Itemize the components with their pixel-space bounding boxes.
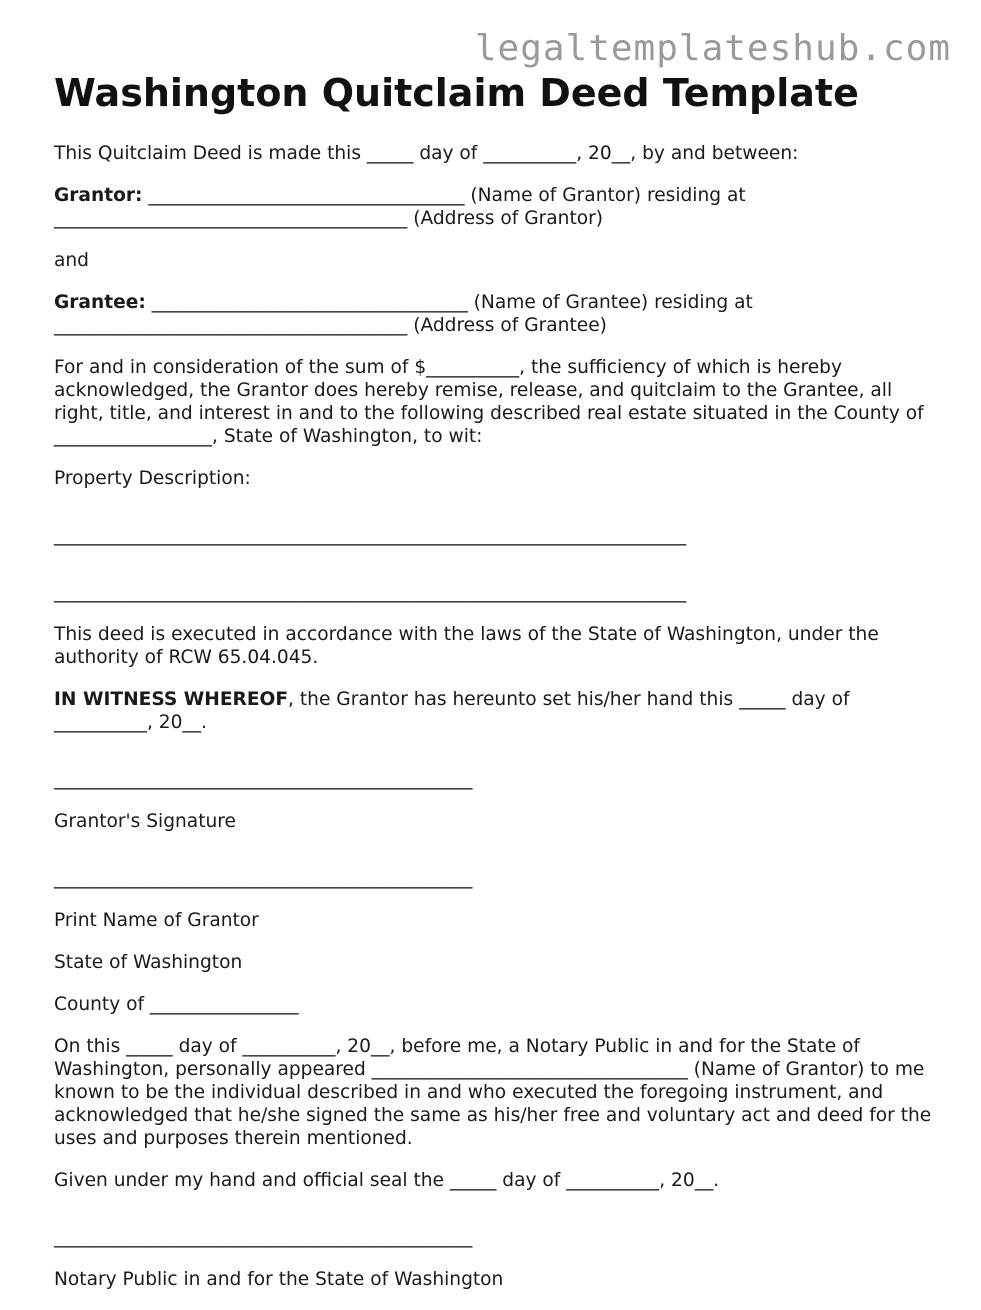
property-description-line: ____________________________________________________________________: [54, 582, 687, 603]
notary-paragraph: On this _____ day of __________, 20__, before me, a Notary Public in and for the State of Washington, personally appeared __________________________________ (Name of Grantor) to me known to be the individual described in and who executed the foregoing instrument, and acknowledged that he/she signed the same as his/her free and voluntary act and deed for the uses and purposes therein mentioned.: [54, 1036, 932, 1149]
document-title: Washington Quitclaim Deed Template: [54, 71, 859, 115]
intro-paragraph: This Quitclaim Deed is made this _____ day of __________, 20__, by and between:: [54, 143, 799, 164]
and-text: and: [54, 250, 89, 271]
grantor-address-line: ______________________________________ (Address of Grantor): [54, 208, 604, 229]
grantee-name-line: __________________________________ (Name of Grantee) residing at: [145, 292, 753, 313]
grantor-signature-label: Grantor's Signature: [54, 811, 236, 832]
county-label: County of ________________: [54, 994, 299, 1015]
print-name-line: _____________________________________________: [54, 868, 473, 889]
property-description-label: Property Description:: [54, 468, 251, 489]
notary-signature-line: _____________________________________________: [54, 1227, 473, 1248]
notary-label: Notary Public in and for the State of Washington: [54, 1269, 504, 1290]
witness-paragraph: [54, 688, 934, 734]
document-page: [54, 70, 934, 1310]
property-description-line: ____________________________________________________________________: [54, 525, 687, 546]
given-paragraph: Given under my hand and official seal the _____ day of __________, 20__.: [54, 1170, 720, 1191]
grantor-label: Grantor:: [54, 185, 143, 206]
grantor-paragraph: [54, 184, 934, 230]
grantee-address-line: ______________________________________ (Address of Grantee): [54, 315, 607, 336]
watermark: legaltemplateshub.com: [474, 28, 951, 69]
grantor-signature-line: _____________________________________________: [54, 769, 473, 790]
executed-paragraph: This deed is executed in accordance with the laws of the State of Washington, under the authority of RCW 65.04.045.: [54, 624, 879, 668]
witness-text: , the Grantor has hereunto set his/her hand this _____ day of __________, 20__.: [54, 689, 850, 733]
witness-bold: IN WITNESS WHEREOF: [54, 689, 289, 710]
grantee-label: Grantee:: [54, 292, 146, 313]
consideration-paragraph: For and in consideration of the sum of $__________, the sufficiency of which is hereby acknowledged, the Grantor does hereby remise, release, and quitclaim to the Grantee, all right, title, and interest in and to the following described real estate situated in the County of _________________, State of Washington, to wit:: [54, 357, 924, 447]
grantor-name-line: __________________________________ (Name of Grantor) residing at: [142, 185, 746, 206]
grantee-paragraph: [54, 291, 934, 337]
print-name-label: Print Name of Grantor: [54, 910, 259, 931]
state-label: State of Washington: [54, 952, 243, 973]
